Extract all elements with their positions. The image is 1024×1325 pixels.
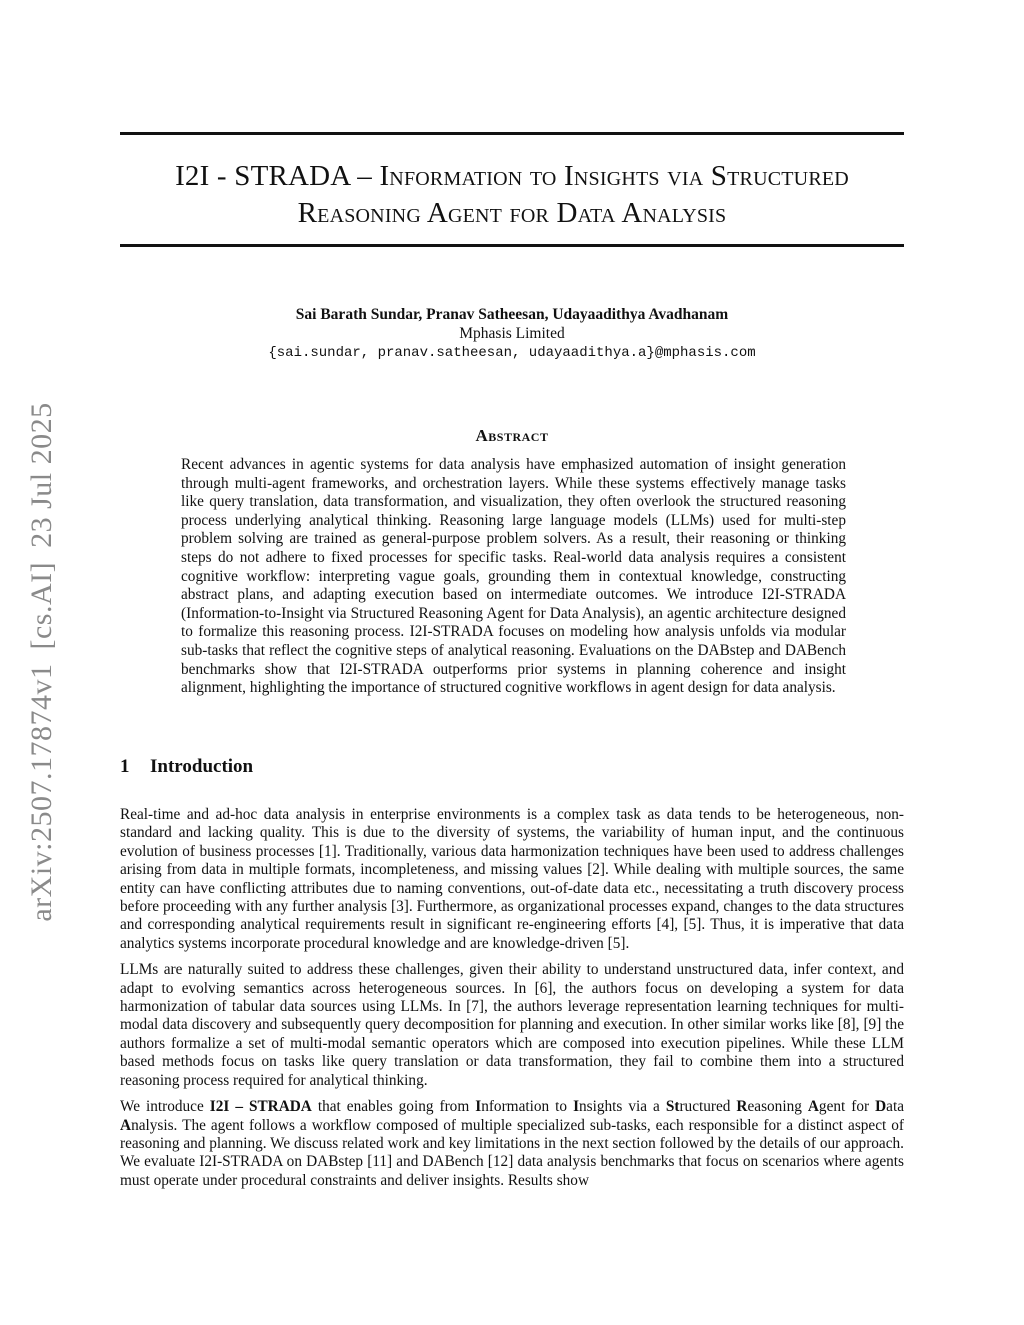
arxiv-date: 23 Jul 2025 bbox=[25, 402, 58, 548]
arxiv-side-label bbox=[25, 388, 59, 921]
system-name: I2I – STRADA bbox=[209, 1098, 312, 1116]
intro-paragraph-1: Real-time and ad-hoc data analysis in enterprise environments is a complex task as data tends to be heterogeneous, non-standard and lacking quality. This is due to the diversity of systems, the variability of human input, and the continuous evolution of business processes [1]. Traditionally, various data harmonization techniques have been used to address challenges arising from data in multiple formats, incompleteness, and missing values [2]. While dealing with multiple sources, the same entity can have conflicting attributes due to naming conventions, out-of-date data etc., necessitating a truth discovery process before proceeding with any further analysis [3]. Furthermore, as organizational processes expand, changes to the data structures and corresponding analytical requirements result in significant re-engineering efforts [4], [5]. Thus, it is imperative that data analytics systems incorporate procedural knowledge and are knowledge-driven [5]. bbox=[120, 806, 904, 952]
section-title: Introduction bbox=[150, 756, 254, 777]
title-rule-top bbox=[120, 132, 904, 135]
intro-paragraph-3: We introduce I2I – STRADA that enables going from Information to Insights via a Structured Reasoning Agent for Data Analysis. The agent follows a workflow composed of multiple specialized sub-tasks, each responsible for a distinct aspect of reasoning and planning. We discuss related work and key limitations in the next section followed by the details of our approach. We evaluate I2I-STRADA on DABstep [11] and DABench [12] data analysis benchmarks that focus on scenarios where agents must operate under procedural constraints and deliver insights. Results show bbox=[120, 1098, 904, 1189]
title-line-1: I2I - STRADA – Information to Insights via Structured bbox=[175, 160, 849, 192]
arxiv-id: arXiv:2507.17874v1 bbox=[25, 663, 58, 922]
arxiv-category: [cs.AI] bbox=[25, 561, 58, 650]
introduction-body bbox=[120, 806, 904, 1198]
abstract-heading: Abstract bbox=[475, 426, 549, 445]
author-email: {sai.sundar, pranav.satheesan, udayaadithya.a}@mphasis.com bbox=[268, 345, 756, 361]
author-affiliation: Mphasis Limited bbox=[459, 325, 565, 342]
p3-rest: The agent follows a workflow composed of multiple specialized sub-tasks, each responsible for a distinct aspect of reasoning and planning. We discuss related work and key limitations in the next section followed by the details of our approach. We evaluate I2I-STRADA on DABstep [11] and DABench [12] data analysis benchmarks that focus on scenarios where agents must operate under procedural constraints and deliver insights. Results show bbox=[120, 1116, 904, 1189]
author-block bbox=[120, 305, 904, 363]
section-number: 1 bbox=[120, 756, 130, 777]
p3-lead: We introduce bbox=[120, 1098, 204, 1116]
section-heading bbox=[120, 756, 253, 778]
author-names: Sai Barath Sundar, Pranav Satheesan, Udayaadithya Avadhanam bbox=[295, 306, 729, 323]
paper-title bbox=[120, 158, 904, 232]
title-line-2: Reasoning Agent for Data Analysis bbox=[297, 197, 727, 229]
title-rule-bottom bbox=[120, 244, 904, 247]
intro-paragraph-2: LLMs are naturally suited to address these challenges, given their ability to understand unstructured data, infer context, and adapt to evolving semantics across heterogeneous sources. In [6], the authors focus on developing a system for data harmonization of tabular data sources using LLMs. In [7], the authors leverage representation learning techniques for multi-modal data discovery and subsequently query decomposition for planning and execution. In other similar works like [8], [9] the authors formalize a set of multi-modal semantic operators which are composed into execution pipelines. While these LLM based methods focus on tasks like query translation or data transformation, they fail to combine them into a structured reasoning process required for analytical thinking. bbox=[120, 961, 904, 1089]
abstract-text: Recent advances in agentic systems for data analysis have emphasized automation of insight generation through multi-agent frameworks, and orchestration layers. While these systems effectively manage tasks like query translation, data transformation, and visualization, they often overlook the structured reasoning process underlying analytical thinking. Reasoning large language models (LLMs) used for multi-step problem solving are trained as general-purpose problem solvers. As a result, their reasoning or thinking steps do not adhere to fixed processes for specific tasks. Real-world data analysis requires a consistent cognitive workflow: interpreting vague goals, grounding them in contextual knowledge, constructing abstract plans, and adapting execution based on intermediate outcomes. We introduce I2I-STRADA (Information-to-Insight via Structured Reasoning Agent for Data Analysis), an agentic architecture designed to formalize this reasoning process. I2I-STRADA focuses on modeling how analysis unfolds via modular sub-tasks that reflect the cognitive steps of analytical reasoning. Evaluations on the DABstep and DABench benchmarks show that I2I-STRADA outperforms prior systems in planning coherence and insight alignment, highlighting the importance of structured cognitive workflows in agent design for data analysis. bbox=[181, 456, 846, 697]
p3-that: that enables going from bbox=[317, 1098, 470, 1116]
